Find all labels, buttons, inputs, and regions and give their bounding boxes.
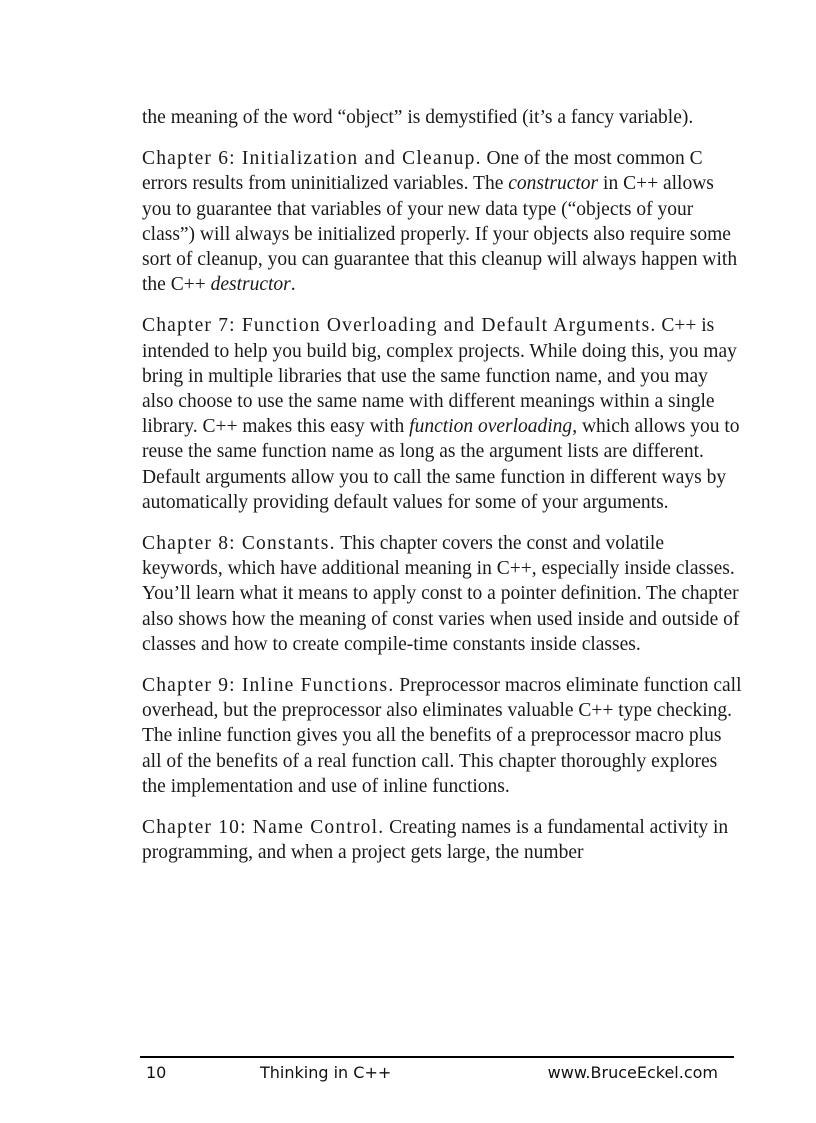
paragraph-text: Preprocessor macros eliminate function call overhead, but the preprocessor also eliminates valuable C++ type checking. The inline function gives you all the benefits of a preprocessor macro plus all of the benefits of a real function call. This chapter thoroughly explores the implementation and use of inline functions.: [142, 675, 742, 797]
paragraph-text: Creating names is a fundamental activity in programming, and when a project gets large, the number: [142, 817, 729, 864]
book-title: Thinking in C++: [260, 1063, 392, 1082]
page-body: [142, 105, 742, 881]
paragraph-chapter-10: [142, 815, 742, 865]
chapter-10-heading: Chapter 10: Name Control.: [142, 817, 385, 839]
paragraph-chapter-6: [142, 146, 742, 297]
paragraph-text: One of the most common C errors results from uninitialized variables. The: [142, 148, 703, 195]
chapter-8-heading: Chapter 8: Constants.: [142, 533, 336, 555]
paragraph-chapter-7: [142, 313, 742, 515]
chapter-7-heading: Chapter 7: Function Overloading and Default Arguments.: [142, 315, 657, 337]
chapter-9-heading: Chapter 9: Inline Functions.: [142, 675, 395, 697]
paragraph-object-continued: [142, 105, 742, 130]
page-footer: [146, 1063, 734, 1085]
website-url: www.BruceEckel.com: [547, 1063, 718, 1082]
chapter-6-heading: Chapter 6: Initialization and Cleanup.: [142, 148, 482, 170]
paragraph-text: This chapter covers the const and volatile keywords, which have additional meaning in C++, especially inside classes. You’ll learn what it means to apply const to a pointer definition. The chapter also shows how the meaning of const varies when used inside and outside of classes and how to create compile-time constants inside classes.: [142, 533, 740, 655]
paragraph-text: C++ is intended to help you build big, complex projects. While doing this, you may bring in multiple libraries that use the same function name, and you may also choose to use the same name with different meanings within a single library. C++ makes this easy with: [142, 315, 737, 438]
paragraph-text: .: [290, 274, 296, 296]
footer-divider: [140, 1056, 734, 1058]
page-number: 10: [146, 1063, 167, 1082]
emphasis-function-overloading: function overloading: [409, 416, 573, 438]
paragraph-text: , which allows you to reuse the same function name as long as the argument lists are different. Default arguments allow you to call the same function in different ways by automatically providing default values for some of your arguments.: [142, 416, 740, 513]
paragraph-text: in C++ allows you to guarantee that variables of your new data type (“objects of your class”) will always be initialized properly. If your objects also require some sort of cleanup, you can guarantee that this cleanup will always happen with the C++: [142, 173, 738, 296]
emphasis-constructor: constructor: [508, 173, 599, 195]
emphasis-destructor: destructor: [210, 274, 291, 296]
paragraph-text: the meaning of the word “object” is demystified (it’s a fancy variable).: [142, 107, 694, 128]
paragraph-chapter-9: [142, 673, 742, 799]
paragraph-chapter-8: [142, 531, 742, 657]
